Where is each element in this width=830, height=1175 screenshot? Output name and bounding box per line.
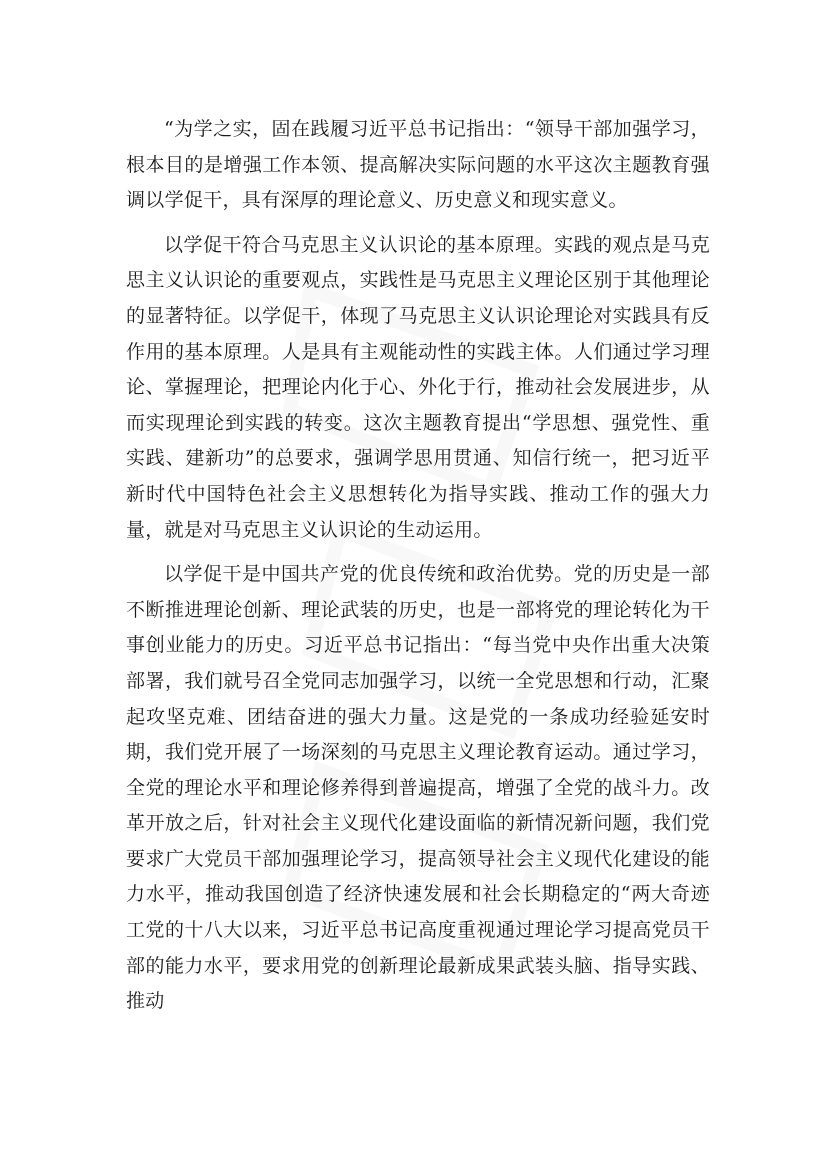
paragraph-party-tradition: 以学促干是中国共产党的优良传统和政治优势。党的历史是一部不断推进理论创新、理论武装的历史，也是一部将党的理论转化为干事创业能力的历史。习近平总书记指出：“每当党中央作出重大决策部署，我们就号召全党同志加强学习，以统一全党思想和行动，汇聚起攻坚克难、团结奋进的强大力量。这是党的一条成功经验延安时期，我们党开展了一场深刻的马克思主义理论教育运动。通过学习，全党的理论水平和理论修养得到普遍提高，增强了全党的战斗力。改革开放之后，针对社会主义现代化建设面临的新情况新问题，我们党要求广大党员干部加强理论学习，提高领导社会主义现代化建设的能力水平，推动我国创造了经济快速发展和社会长期稳定的“两大奇迹工党的十八大以来，习近平总书记高度重视通过理论学习提高党员干部的能力水平，要求用党的创新理论最新成果武装头脑、指导实践、推动	[126, 563, 710, 1013]
document-page	[126, 112, 710, 1020]
paragraph-epistemology: 以学促干符合马克思主义认识论的基本原理。实践的观点是马克思主义认识论的重要观点，实践性是马克思主义理论区别于其他理论的显著特征。以学促干，体现了马克思主义认识论理论对实践具有反作用的基本原理。人是具有主观能动性的实践主体。人们通过学习理论、掌握理论，把理论内化于心、外化于行，推动社会发展进步，从而实现理论到实践的转变。这次主题教育提出“学思想、强党性、重实践、建新功”的总要求，强调学思用贯通、知信行统一，把习近平新时代中国特色社会主义思想转化为指导实践、推动工作的强大力量，就是对马克思主义认识论的生动运用。	[126, 233, 710, 541]
paragraph-intro: “为学之实，固在践履习近平总书记指出：“领导干部加强学习，根本目的是增强工作本领、提高解决实际问题的水平这次主题教育强调以学促干，具有深厚的理论意义、历史意义和现实意义。	[126, 118, 710, 212]
